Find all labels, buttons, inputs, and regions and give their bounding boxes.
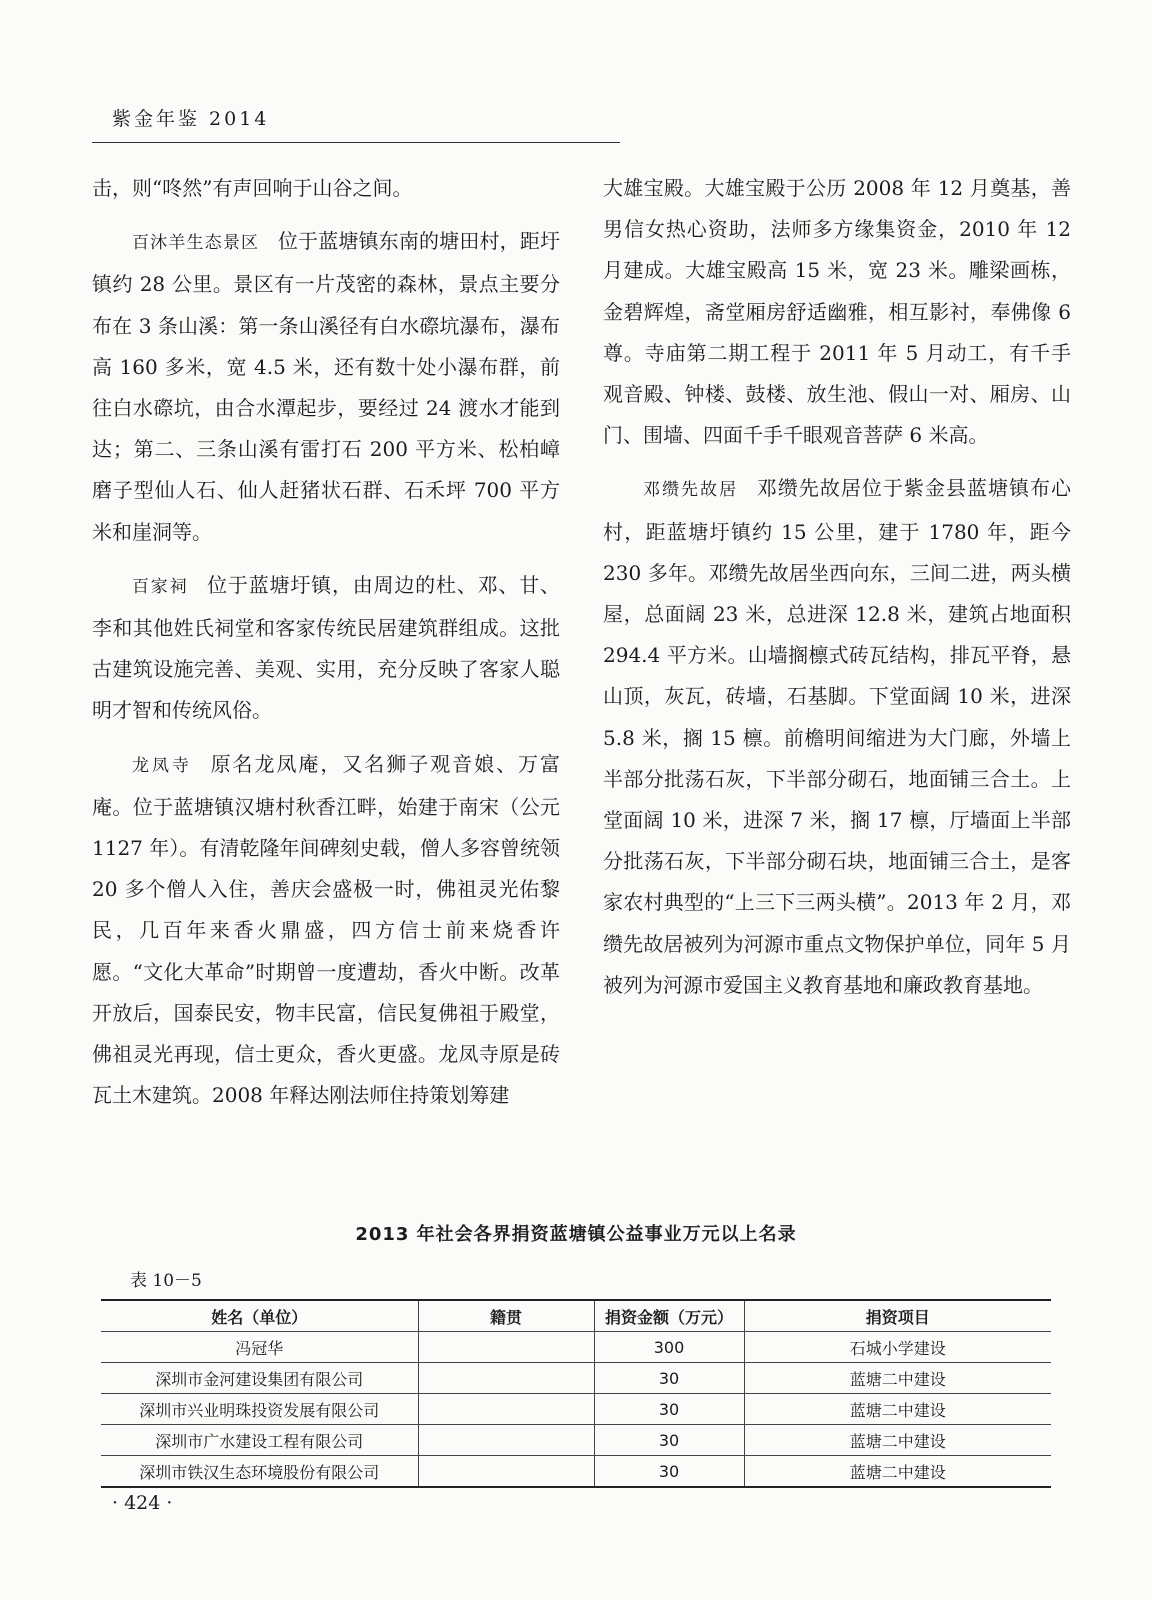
paragraph-continuation: 击，则“咚然”有声回响于山谷之间。 bbox=[92, 176, 413, 200]
table-row bbox=[101, 1332, 1051, 1363]
entry-term: 百家祠 bbox=[132, 576, 189, 597]
table-row bbox=[101, 1425, 1051, 1456]
table-number: 表 10－5 bbox=[130, 1271, 202, 1291]
header-amount: 捐资金额（万元） bbox=[594, 1300, 744, 1332]
cell-name: 深圳市铁汉生态环境股份有限公司 bbox=[101, 1456, 418, 1488]
paragraph-baimuyang bbox=[92, 221, 560, 553]
cell-native-place bbox=[418, 1456, 594, 1488]
entry-text: 邓缵先故居位于紫金县蓝塘镇布心村，距蓝塘圩镇约 15 公里，建于 1780 年，距今 230 多年。邓缵先故居坐西向东，三间二进，两头横屋，总面阔 23 米，总进深 12.8 米，建筑占地面积 294.4 平方米。山墙搁檩式砖瓦结构，排瓦平脊，悬山顶，灰瓦，砖墙，石基脚。下堂面阔 10 米，进深 5.8 米，搁 15 檩。前檐明间缩进为大门廊，外墙上半部分批荡石灰，下半部分砌石，地面铺三合土。上堂面阔 10 米，进深 7 米，搁 17 檩，厅墙面上半部分批荡石灰，下半部分砌石块，地面铺三合土，是客家农村典型的“上三下三两头横”。2013 年 2 月，邓缵先故居被列为河源市重点文物保护单位，同年 5 月被列为河源市爱国主义教育基地和廉政教育基地。 bbox=[603, 476, 1072, 997]
cell-name: 深圳市广水建设工程有限公司 bbox=[101, 1425, 418, 1456]
right-column bbox=[603, 168, 1071, 1006]
cell-amount: 30 bbox=[594, 1425, 744, 1456]
paragraph-dengzuanxian bbox=[603, 468, 1071, 1006]
cell-project: 石城小学建设 bbox=[744, 1332, 1051, 1363]
table-row bbox=[101, 1363, 1051, 1394]
cell-name: 深圳市金河建设集团有限公司 bbox=[101, 1363, 418, 1394]
cell-amount: 30 bbox=[594, 1394, 744, 1425]
cell-amount: 30 bbox=[594, 1456, 744, 1488]
left-column bbox=[92, 168, 560, 1116]
paragraph-longfengsi bbox=[92, 744, 560, 1117]
entry-text: 位于蓝塘镇东南的塘田村，距圩镇约 28 公里。景区有一片茂密的森林，景点主要分布在 3 条山溪：第一条山溪径有白水磜坑瀑布，瀑布高 160 多米，宽 4.5 米，还有数十处小瀑布群，前往白水磜坑，由合水潭起步，要经过 24 渡水才能到达；第二、三条山溪有雷打石 200 平方米、松柏嶂磨子型仙人石、仙人赶猪状石群、石禾坪 700 平方米和崖洞等。 bbox=[92, 229, 561, 544]
cell-native-place bbox=[418, 1425, 594, 1456]
cell-amount: 30 bbox=[594, 1363, 744, 1394]
table-row bbox=[101, 1456, 1051, 1488]
page-number: · 424 · bbox=[112, 1492, 173, 1514]
running-head: 紫金年鉴 2014 bbox=[112, 108, 270, 130]
cell-project: 蓝塘二中建设 bbox=[744, 1363, 1051, 1394]
cell-native-place bbox=[418, 1363, 594, 1394]
table-row bbox=[101, 1394, 1051, 1425]
cell-native-place bbox=[418, 1332, 594, 1363]
cell-native-place bbox=[418, 1394, 594, 1425]
cell-project: 蓝塘二中建设 bbox=[744, 1456, 1051, 1488]
paragraph-baijiaci bbox=[92, 565, 560, 732]
table-header-row bbox=[101, 1300, 1051, 1332]
cell-name: 冯冠华 bbox=[101, 1332, 418, 1363]
table-title: 2013 年社会各界捐资蓝塘镇公益事业万元以上名录 bbox=[355, 1224, 797, 1245]
header-rule bbox=[92, 142, 620, 143]
cell-name: 深圳市兴业明珠投资发展有限公司 bbox=[101, 1394, 418, 1425]
entry-term: 邓缵先故居 bbox=[643, 480, 739, 501]
paragraph-continuation: 大雄宝殿。大雄宝殿于公历 2008 年 12 月奠基，善男信女热心资助，法师多方缘集资金，2010 年 12 月建成。大雄宝殿高 15 米，宽 23 米。雕梁画栋，金碧辉煌，斋堂厢房舒适幽雅，相互影衬，奉佛像 6 尊。寺庙第二期工程于 2011 年 5 月动工，有千手观音殿、钟楼、鼓楼、放生池、假山一对、厢房、山门、围墙、四面千手千眼观音菩萨 6 米高。 bbox=[603, 176, 1071, 448]
entry-term: 百沐羊生态景区 bbox=[132, 233, 260, 254]
cell-project: 蓝塘二中建设 bbox=[744, 1425, 1051, 1456]
header-name: 姓名（单位） bbox=[101, 1300, 418, 1332]
entry-term: 龙凤寺 bbox=[132, 755, 192, 776]
entry-text: 原名龙凤庵，又名狮子观音娘、万富庵。位于蓝塘镇汉塘村秋香江畔，始建于南宋（公元 1127 年）。有清乾隆年间碑刻史载，僧人多容曾统领 20 多个僧人入住，善庆会盛极一时，佛祖灵光佑黎民，几百年来香火鼎盛，四方信士前来烧香许愿。“文化大革命”时期曾一度遭劫，香火中断。改革开放后，国泰民安，物丰民富，信民复佛祖于殿堂，佛祖灵光再现，信士更众，香火更盛。龙凤寺原是砖瓦土木建筑。2008 年释达刚法师住持策划筹建 bbox=[92, 751, 561, 1108]
header-project: 捐资项目 bbox=[744, 1300, 1051, 1332]
cell-amount: 300 bbox=[594, 1332, 744, 1363]
cell-project: 蓝塘二中建设 bbox=[744, 1394, 1051, 1425]
entry-text: 位于蓝塘圩镇，由周边的杜、邓、甘、李和其他姓氏祠堂和客家传统民居建筑群组成。这批古建筑设施完善、美观、实用，充分反映了客家人聪明才智和传统风俗。 bbox=[92, 572, 561, 723]
donation-table bbox=[101, 1299, 1051, 1488]
header-native-place: 籍贯 bbox=[418, 1300, 594, 1332]
